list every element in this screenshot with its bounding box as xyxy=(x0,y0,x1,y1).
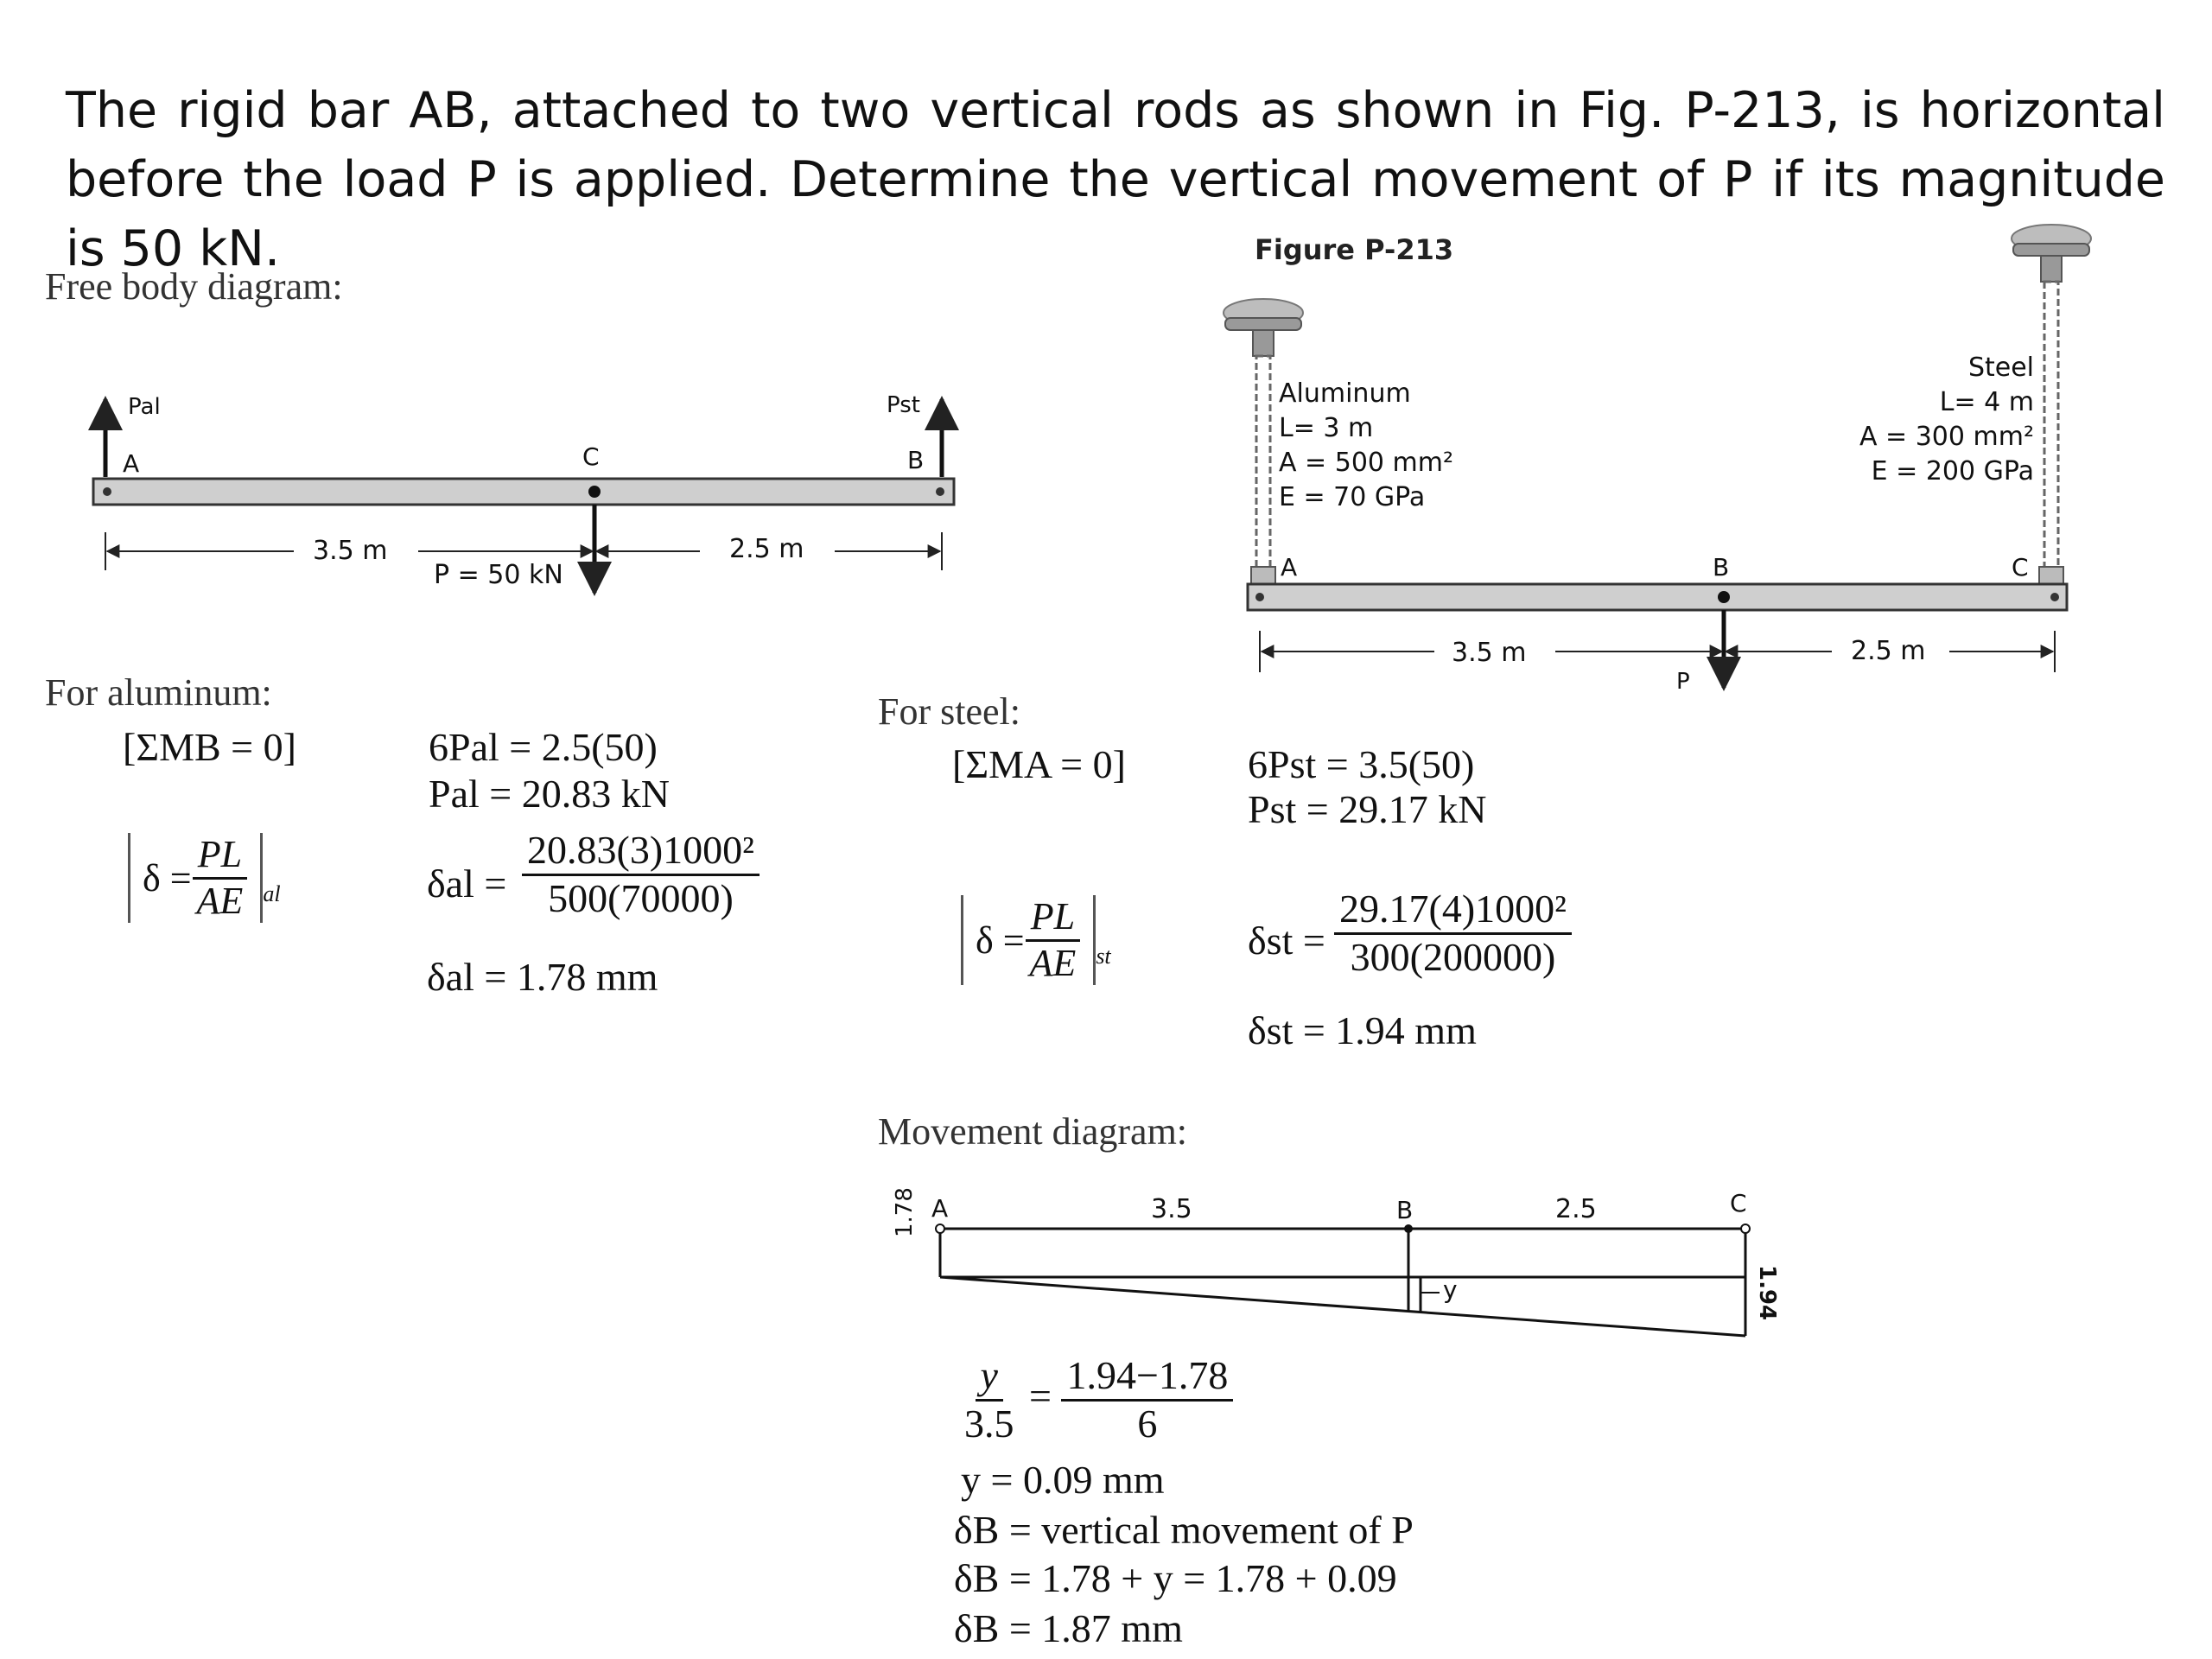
figure-dim-right: 2.5 m xyxy=(1851,636,1926,666)
movement-heading: Movement diagram: xyxy=(878,1110,1188,1153)
steel-properties: Steel L= 4 m A = 300 mm² E = 200 GPa xyxy=(1859,353,2034,486)
aluminum-moment-eq: [ΣMB = 0] xyxy=(123,725,296,769)
movement-y-label: y xyxy=(1443,1275,1458,1304)
figure-title: Figure P-213 xyxy=(1255,233,1454,266)
movement-point-a-label: A xyxy=(931,1194,949,1223)
movement-point-c-label: C xyxy=(1730,1189,1747,1217)
movement-y-result: y = 0.09 mm xyxy=(961,1458,1165,1502)
problem-statement: The rigid bar AB, attached to two vertical rods as shown in Fig. P-213, is horizontal before the load P is applied. Determine the vertical movement of P if its magnitude is 50 kN. xyxy=(66,82,2165,277)
figure-point-c-label: C xyxy=(2012,553,2029,582)
fbd-load-label: P = 50 kN xyxy=(434,560,563,590)
movement-dim-right: 2.5 xyxy=(1555,1194,1597,1224)
steel-heading: For steel: xyxy=(878,690,1020,733)
aluminum-eq2: Pal = 20.83 kN xyxy=(429,772,670,816)
movement-dim-left: 3.5 xyxy=(1151,1194,1192,1224)
movement-ratio-equation: $\frac{y}{3.5}$ = $\frac{1.94-1.78}{6}$ xyxy=(959,1353,1233,1447)
fbd-point-c xyxy=(588,486,601,498)
figure-load-label: P xyxy=(1676,669,1690,695)
movement-diagram xyxy=(936,1224,1750,1336)
movement-line1: δB = vertical movement of P xyxy=(954,1508,1414,1552)
movement-line3: δB = 1.87 mm xyxy=(954,1606,1183,1650)
fbd-heading: Free body diagram: xyxy=(45,265,343,308)
aluminum-eq1: 6Pal = 2.5(50) xyxy=(429,725,658,769)
fbd-point-b-label: B xyxy=(907,446,925,474)
figure-point-a-label: A xyxy=(1281,553,1298,582)
fbd-force-left-label: Pal xyxy=(128,394,161,420)
steel-rod xyxy=(2044,282,2058,572)
steel-formula: δ = $\frac{PL}{AE}$ st xyxy=(961,895,1111,985)
fbd-rigid-bar xyxy=(93,479,954,505)
aluminum-delta-lhs: δal = xyxy=(427,861,507,906)
aluminum-heading: For aluminum: xyxy=(45,671,272,714)
figure-point-b-label: B xyxy=(1713,553,1730,582)
movement-point-b-label: B xyxy=(1396,1196,1414,1224)
aluminum-properties: Aluminum L= 3 m A = 500 mm² E = 70 GPa xyxy=(1279,378,1454,512)
fbd-point-a-label: A xyxy=(123,449,140,478)
steel-delta-result: δst = 1.94 mm xyxy=(1248,1008,1477,1052)
steel-eq2: Pst = 29.17 kN xyxy=(1248,787,1487,831)
steel-delta-lhs: δst = xyxy=(1248,918,1325,963)
fbd-dim-left: 3.5 m xyxy=(313,536,388,566)
movement-right-deflection: 1.94 xyxy=(1754,1265,1780,1321)
fbd-force-right-label: Pst xyxy=(887,392,920,418)
figure-dim-left: 3.5 m xyxy=(1452,638,1527,668)
figure-rigid-bar xyxy=(1248,584,2067,610)
aluminum-formula: δ = $\frac{PL}{AE}$ al xyxy=(128,833,281,923)
steel-eq1: 6Pst = 3.5(50) xyxy=(1248,742,1475,786)
aluminum-delta-fraction: $\frac{\text{20.83(3)1000²}}{500(70000)}$ xyxy=(522,828,760,922)
deflected-bar-line xyxy=(940,1277,1745,1336)
aluminum-rod xyxy=(1256,356,1270,572)
fbd-point-c-label: C xyxy=(582,442,600,471)
aluminum-delta-result: δal = 1.78 mm xyxy=(427,955,658,999)
movement-line2: δB = 1.78 + y = 1.78 + 0.09 xyxy=(954,1556,1397,1600)
steel-moment-eq: [ΣMA = 0] xyxy=(952,742,1126,786)
movement-left-deflection: 1.78 xyxy=(892,1187,918,1237)
fbd-dim-right: 2.5 m xyxy=(729,534,804,564)
steel-delta-fraction: $\frac{\text{29.17(4)1000²}}{300(200000)}$ xyxy=(1334,887,1572,981)
